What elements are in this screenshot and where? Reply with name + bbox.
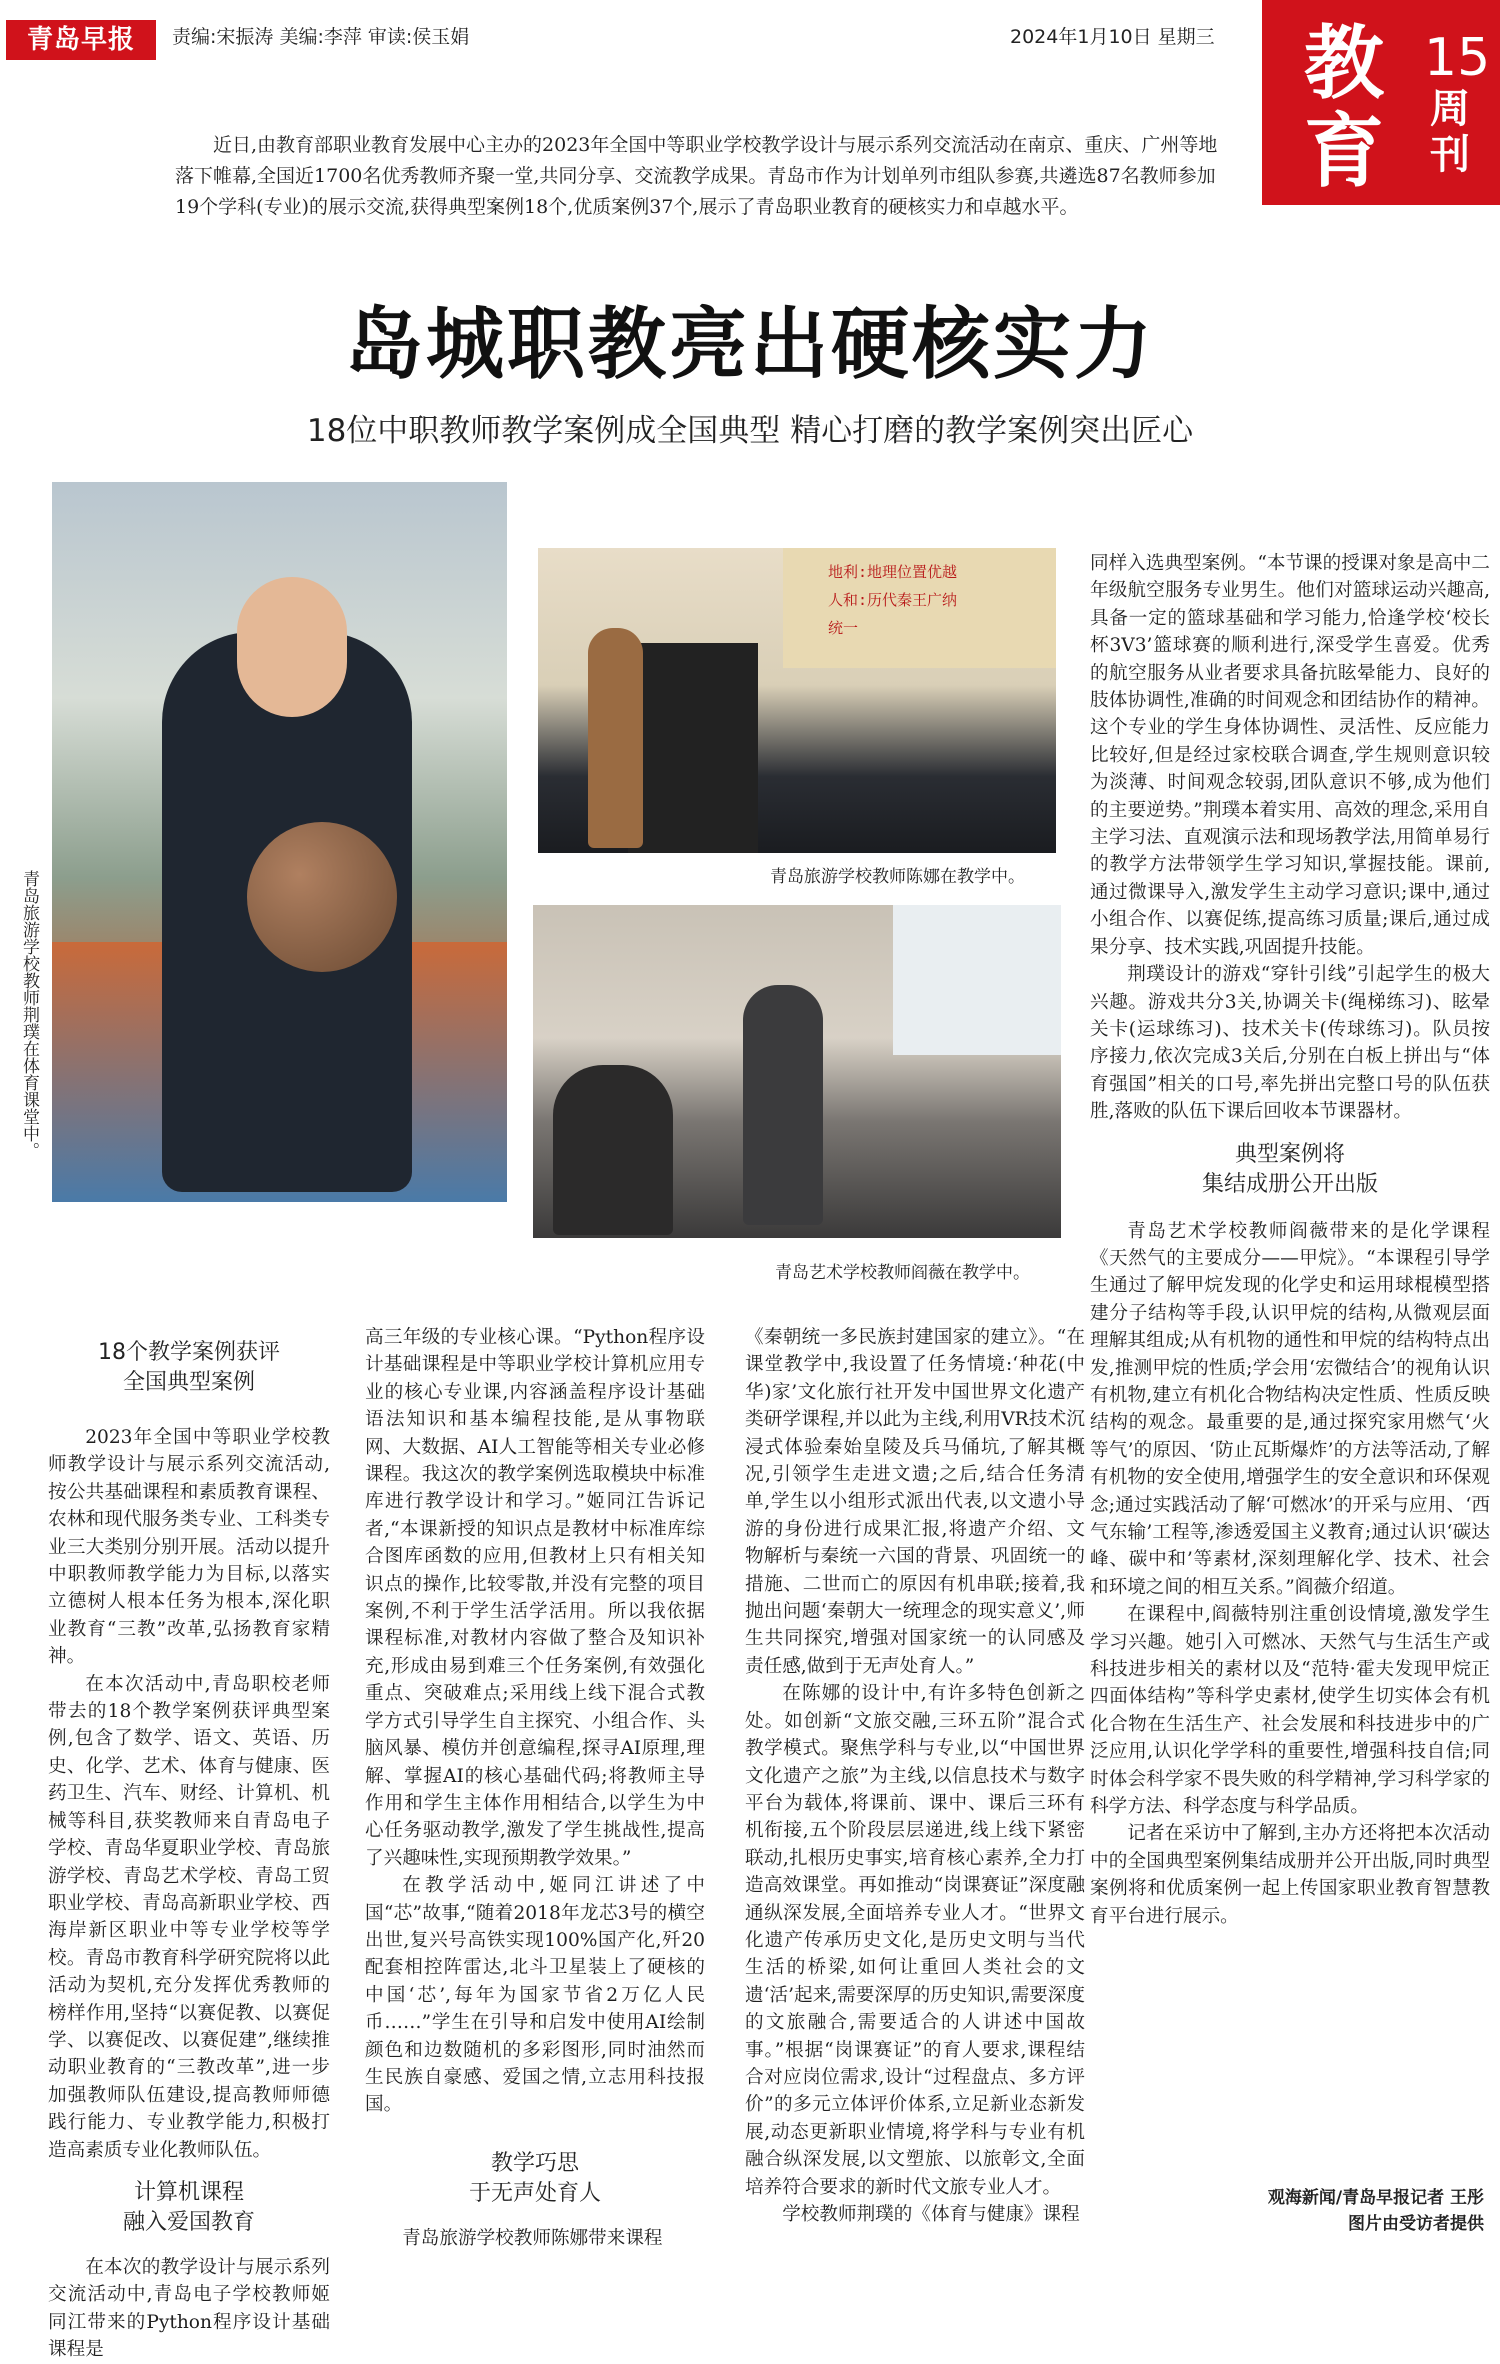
screen-line-2: 人和:历代秦王广纳 bbox=[828, 591, 958, 609]
section-subheading: 教学巧思 于无声处育人 bbox=[468, 2150, 601, 2206]
paragraph: 在本次活动中,青岛职校老师带去的18个教学案例获评典型案例,包含了数学、语文、英语、历史、化学、艺术、体育与健康、医药卫生、汽车、财经、计算机、机械等科目,获奖教师来自青岛电子学校、青岛华夏职业学校、青岛旅游学校、青岛艺术学校、青岛工贸职业学校、青岛高新职业学校、西海岸新区职业中等专业学校等学校。青岛市教育科学研究院将以此活动为契机,充分发挥优秀教师的榜样作用,坚持“以赛促教、以赛促学、以赛促改、以赛促建”,继续推动职业教育的“三教改革”,进一步加强教师队伍建设,提高教师师德践行能力、专业教学能力,积极打造高素质专业化教师队伍。 bbox=[48, 1673, 330, 2161]
photo-caption-1: 青岛旅游学校教师荆璞在体育课堂中。 bbox=[19, 870, 39, 1159]
section-subheading: 计算机课程 融入爱国教育 bbox=[122, 2179, 255, 2235]
paragraph: 学校教师荆璞的《体育与健康》课程 bbox=[782, 2204, 1080, 2225]
paragraph: 青岛艺术学校教师阎薇带来的是化学课程《天然气的主要成分——甲烷》。“本课程引导学生通过了解甲烷发现的化学史和运用球棍模型搭建分子结构等手段,认识甲烷的结构,从微观层面理解其组成;从有机物的通性和甲烷的结构特点出发,推测甲烷的性质;学会用‘宏微结合’的视角认识有机物,建立有机化合物结构决定性质、性质反映结构的观念。最重要的是,通过探究家用燃气‘火等气’的原因、‘防止瓦斯爆炸’的方法等活动,了解有机物的安全使用,增强学生的安全意识和环保观念;通过实践活动了解‘可燃冰’的开采与应用、‘西气东输’工程等,渗透爱国主义教育;通过认识‘碳达峰、碳中和’等素材,深刻理解化学、技术、社会和环境之间的相互关系。”阎薇介绍道。 bbox=[1090, 1220, 1490, 1598]
paragraph: 记者在采访中了解到,主办方还将把本次活动中的全国典型案例集结成册并公开出版,同时典型案例将和优质案例一起上传国家职业教育智慧教育平台进行展示。 bbox=[1090, 1823, 1490, 1927]
article-column-1 bbox=[48, 1338, 330, 2364]
photo-chemistry-class bbox=[533, 905, 1061, 1238]
paragraph: 2023年全国中等职业学校教师教学设计与展示系列交流活动,按公共基础课程和素质教育课程、农林和现代服务类专业、工科类专业三大类别分别开展。活动以提升中职教师教学能力为目标,以落实立德树人根本任务为根本,深化职业教育“三教”改革,弘扬教育家精神。 bbox=[48, 1427, 330, 1668]
paragraph: 在本次的教学设计与展示系列交流活动中,青岛电子学校教师姬同江带来的Python程序设计基础课程是 bbox=[48, 2256, 330, 2361]
paragraph: 荆璞设计的游戏“穿针引线”引起学生的极大兴趣。游戏共分3关,协调关卡(绳梯练习)、眩晕关卡(运球练习)、技术关卡(传球练习)。队员按序接力,依次完成3关后,分别在白板上拼出与“体育强国”相关的口号,率先拼出完整口号的队伍获胜,落败的队伍下课后回收本节课器材。 bbox=[1090, 964, 1490, 1123]
classroom-window bbox=[893, 905, 1061, 1055]
editors-credit: 责编:宋振涛 美编:李萍 审读:侯玉娟 bbox=[172, 26, 470, 48]
screen-line-1: 地利:地理位置优越 bbox=[828, 563, 958, 581]
section-title: 教育 bbox=[1304, 17, 1384, 198]
teacher-figure bbox=[743, 985, 823, 1225]
basketball bbox=[247, 822, 397, 972]
page-number: 15 bbox=[1424, 28, 1491, 88]
section-subheading: 18个教学案例获评 全国典型案例 bbox=[98, 1340, 280, 1395]
section-banner bbox=[1262, 0, 1500, 205]
paragraph: 《秦朝统一多民族封建国家的建立》。“在课堂教学中,我设置了任务情境:‘种花(中华)家’文化旅行社开发中国世界文化遗产类研学课程,并以此为主线,利用VR技术沉浸式体验秦始皇陵及兵马俑坑,了解其概况,引领学生走进文遗;之后,结合任务清单,学生以小组形式派出代表,以文遗小导游的身份进行成果汇报,将遗产介绍、文物解析与秦统一六国的背景、巩固统一的措施、二世而亡的原因有机串联;接着,我抛出问题‘秦朝大一统理念的现实意义’,师生共同探究,增强对国家统一的认同感及责任感,做到于无声处育人。” bbox=[745, 1327, 1085, 1677]
teacher-figure bbox=[588, 628, 643, 848]
paragraph: 高三年级的专业核心课。“Python程序设计基础课程是中等职业学校计算机应用专业的核心专业课,内容涵盖程序设计基础语法知识和基本编程技能,是从事物联网、大数据、AI人工智能等相关专业必修课程。我这次的教学案例选取模块中标准库进行教学设计和学习。”姬同江告诉记者,“本课新授的知识点是教材中标准库综合图库函数的应用,但教材上只有相关知识点的操作,比较零散,并没有完整的项目案例,不利于学生活学活用。所以我依据课程标准,对教材内容做了整合及知识补充,形成由易到难三个任务案例,有效强化重点、突破难点;采用线上线下混合式教学方式引导学生自主探究、小组合作、头脑风暴、模仿并创意编程,探寻AI原理,理解、掌握AI的核心基础代码;将教师主导作用和学生主体作用相结合,以学生为中心任务驱动教学,激发了学生挑战性,提高了兴趣味性,实现预期教学效果。” bbox=[365, 1327, 705, 1869]
photo-credit: 图片由受访者提供 bbox=[1348, 2214, 1484, 2234]
lead-paragraph: 近日,由教育部职业教育发展中心主办的2023年全国中等职业学校教学设计与展示系列交流活动在南京、重庆、广州等地落下帷幕,全国近1700名优秀教师齐聚一堂,共同分享、交流教学成果。青岛市作为计划单列市组队参赛,共遴选87名教师参加19个学科(专业)的展示交流,获得典型案例18个,优质案例37个,展示了青岛职业教育的硬核实力和卓越水平。 bbox=[175, 134, 1218, 218]
screen-line-3: 统一 bbox=[828, 619, 859, 637]
equipment-rack bbox=[628, 643, 758, 853]
article-column-3 bbox=[745, 1324, 1085, 2228]
teacher-face bbox=[237, 577, 347, 717]
section-subheading: 典型案例将 集结成册公开出版 bbox=[1201, 1141, 1378, 1197]
photo-history-class bbox=[538, 548, 1056, 853]
byline bbox=[1268, 2185, 1484, 2237]
photo-basketball-teacher bbox=[52, 482, 507, 1202]
paragraph: 在课程中,阎薇特别注重创设情境,激发学生学习兴趣。她引入可燃冰、天然气与生活生产或科技进步相关的素材以及“范特·霍夫发现甲烷正四面体结构”等科学史素材,使学生切实体会有机化合物在生活生产、社会发展和科技进步中的广泛应用,认识化学学科的重要性,增强科技自信;同时体会科学家不畏失败的科学精神,学习科学家的科学方法、科学态度与科学品质。 bbox=[1090, 1604, 1490, 1818]
screen-text bbox=[828, 558, 957, 642]
reporter-credit: 观海新闻/青岛早报记者 王彤 bbox=[1267, 2188, 1484, 2208]
weekly-label: 周刊 bbox=[1430, 85, 1470, 178]
paragraph: 同样入选典型案例。“本节课的授课对象是高中二年级航空服务专业男生。他们对篮球运动兴趣高,具备一定的篮球基础和学习能力,恰逢学校‘校长杯3V3’篮球赛的顺利进行,深受学生喜爱。优秀的航空服务从业者要求具备抗眩晕能力、良好的肢体协调性,准确的时间观念和团结协作的精神。这个专业的学生身体协调性、灵活性、反应能力比较好,但是经过家校联合调查,学生规则意识较为淡薄、时间观念较弱,团队意识不够,成为他们的主要逆势。”荆璞本着实用、高效的理念,采用自主学习法、直观演示法和现场教学法,用简单易行的教学方法带领学生学习知识,掌握技能。课前,通过微课导入,激发学生主动学习意识;课中,通过小组合作、以赛促练,提高练习质量;课后,通过成果分享、技术实践,巩固提升技能。 bbox=[1090, 553, 1490, 958]
newspaper-logo: 青岛早报 bbox=[6, 20, 156, 60]
article-column-2 bbox=[365, 1324, 705, 2252]
issue-date: 2024年1月10日 星期三 bbox=[1010, 26, 1215, 48]
student-figure bbox=[553, 1065, 673, 1235]
subheadline: 18位中职教师教学案例成全国典型 精心打磨的教学案例突出匠心 bbox=[306, 413, 1194, 449]
paragraph: 在教学活动中,姬同江讲述了中国“芯”故事,“随着2018年龙芯3号的横空出世,复兴号高铁实现100%国产化,歼20配套相控阵雷达,北斗卫星装上了硬核的中国‘芯’,每年为国家节省2万亿人民币……”学生在引导和启发中使用AI绘制颜色和边数随机的多彩图形,同时油然而生民族自豪感、爱国之情,立志用科技报国。 bbox=[365, 1875, 705, 2116]
photo-caption-3: 青岛艺术学校教师阎薇在教学中。 bbox=[775, 1263, 1030, 1283]
paragraph: 青岛旅游学校教师陈娜带来课程 bbox=[402, 2227, 663, 2249]
article-column-4-upper bbox=[1090, 550, 1490, 1930]
headline: 岛城职教亮出硬核实力 bbox=[344, 300, 1155, 390]
photo-caption-2: 青岛旅游学校教师陈娜在教学中。 bbox=[770, 867, 1025, 887]
paragraph: 在陈娜的设计中,有许多特色创新之处。如创新“文旅交融,三环五阶”混合式教学模式。聚焦学科与专业,以“中国世界文化遗产之旅”为主线,以信息技术与数字平台为载体,将课前、课中、课后三环有机衔接,五个阶段层层递进,线上线下紧密联动,扎根历史事实,培育核心素养,全力打造高效课堂。再如推动“岗课赛证”深度融通纵深发展,全面培养专业人才。“世界文化遗产传承历史文化,是历史文明与当代生活的桥梁,如何让重回人类社会的文遗‘活’起来,需要深厚的历史知识,需要深度的文旅融合,需要适合的人讲述中国故事。”根据“岗课赛证”的育人要求,课程结合对应岗位需求,设计“过程盘点、多方评价”的多元立体评价体系,立足新业态新发展,动态更新职业情境,将学科与专业有机融合纵深发展,以文塑旅、以旅彰文,全面培养符合要求的新时代文旅专业人才。 bbox=[745, 1683, 1085, 2198]
